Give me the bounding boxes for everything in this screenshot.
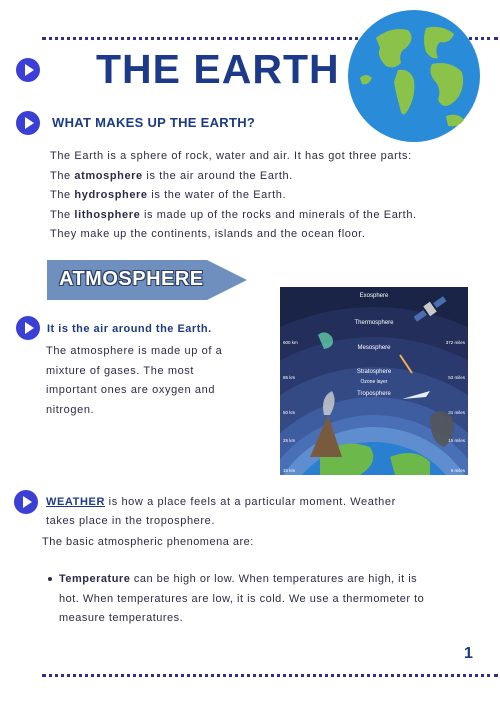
bullet-icon — [48, 577, 52, 581]
altitude-label: 85 km — [283, 375, 296, 380]
weather-keyword: WEATHER — [46, 496, 105, 508]
text-line: They make up the continents, islands and the ocean floor. — [50, 228, 366, 240]
text-line: WEATHER is how a place feels at a particular moment. Weather — [46, 496, 396, 508]
weather-description — [46, 493, 466, 531]
layer-label: Exosphere — [359, 293, 389, 299]
play-icon — [16, 316, 40, 340]
globe-icon — [346, 8, 482, 144]
page-title: THE EARTH — [96, 46, 340, 92]
page-number: 1 — [464, 645, 473, 662]
text-line: The Earth is a sphere of rock, water and air. It has got three parts: — [50, 150, 412, 162]
altitude-label: 15 km — [283, 468, 296, 473]
altitude-label: 372 miles — [445, 340, 465, 345]
text-line: The lithosphere is made up of the rocks and minerals of the Earth. — [50, 208, 417, 221]
text-line: hot. When temperatures are low, it is cold. We use a thermometer to — [59, 592, 425, 605]
text-line: The hydrosphere is the water of the Earth. — [50, 189, 287, 201]
text-line: mixture of gases. The most — [46, 364, 195, 377]
list-item — [48, 570, 478, 629]
altitude-label: 600 km — [283, 340, 298, 345]
altitude-label: 53 miles — [448, 375, 465, 380]
play-icon — [16, 58, 40, 82]
atmosphere-banner-label: ATMOSPHERE — [59, 268, 204, 290]
text-line: Temperature can be high or low. When temperatures are high, it is — [48, 570, 478, 590]
text-line: measure temperatures. — [59, 612, 184, 624]
text-line: takes place in the troposphere. — [46, 515, 216, 527]
layer-label: Ozone layer — [360, 379, 388, 385]
atmosphere-description — [46, 342, 222, 420]
layer-label: Thermosphere — [354, 320, 394, 326]
play-icon — [14, 490, 38, 514]
altitude-label: 31 miles — [448, 410, 465, 415]
text-line: The atmosphere is made up of a — [46, 345, 223, 357]
bottom-dotted-rule — [42, 674, 498, 677]
atmosphere-subheading: It is the air around the Earth. — [47, 323, 212, 335]
layer-label: Stratosphere — [356, 369, 392, 375]
text-line: nitrogen. — [46, 403, 95, 416]
section-heading: WHAT MAKES UP THE EARTH? — [52, 115, 256, 130]
play-icon — [16, 111, 40, 135]
earth-description — [50, 147, 417, 245]
altitude-label: 6 miles — [450, 468, 465, 473]
layer-label: Mesosphere — [357, 345, 391, 351]
altitude-label: 15 miles — [448, 438, 465, 443]
text-line: important ones are oxygen and — [46, 384, 216, 396]
text-line: The atmosphere is the air around the Earth. — [50, 169, 293, 182]
layer-label: Troposphere — [357, 391, 391, 397]
altitude-label: 50 km — [283, 410, 296, 415]
altitude-label: 25 km — [283, 438, 296, 443]
atmosphere-layers-diagram — [280, 287, 468, 475]
phenomena-intro: The basic atmospheric phenomena are: — [42, 536, 254, 548]
